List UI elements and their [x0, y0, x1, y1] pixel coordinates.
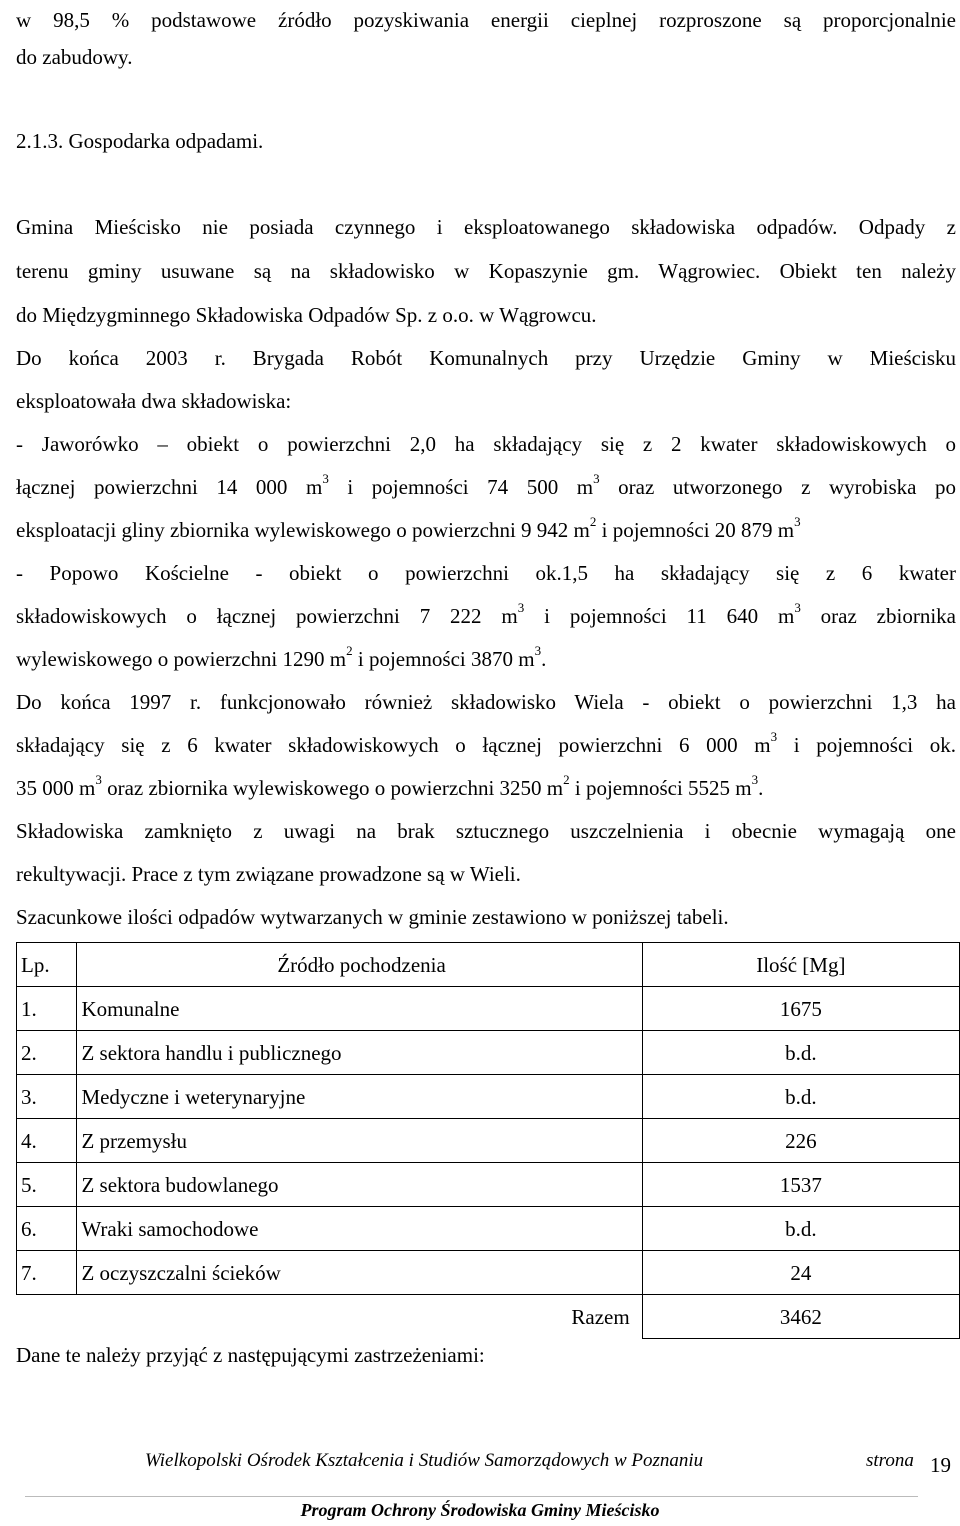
- footer-program-title: Program Ochrony Środowiska Gminy Mieścisko: [300, 1500, 660, 1520]
- table-row: [17, 1251, 960, 1295]
- header-cell-lp: Lp.: [17, 943, 77, 987]
- cell-source: Wraki samochodowe: [77, 1207, 642, 1251]
- footer-page-number: 19: [930, 1453, 951, 1477]
- paragraph-line: - Jaworówko – obiekt o powierzchni 2,0 ha składający się z 2 kwater składowiskowych o: [16, 432, 956, 456]
- cell-source: Z sektora budowlanego: [77, 1163, 642, 1207]
- paragraph-line: składowiskowych o łącznej powierzchni 7 222 $m^3$ i pojemności 11 640 $m^3$ oraz zbiornika: [16, 600, 956, 628]
- cell-source: Z przemysłu: [77, 1119, 642, 1163]
- paragraph-line: Szacunkowe ilości odpadów wytwarzanych w gminie zestawiono w poniższej tabeli.: [16, 905, 729, 929]
- cell-lp: 7.: [17, 1251, 77, 1295]
- footer-page-label: strona: [866, 1450, 914, 1471]
- paragraph-line: łącznej powierzchni 14 000 $m^3$ i pojemności 74 500 $m^3$ oraz utworzonego z wyrobiska po: [16, 471, 957, 499]
- paragraph-line: Dane te należy przyjąć z następującymi zastrzeżeniami:: [16, 1343, 485, 1367]
- paragraph-line: rekultywacji. Prace z tym związane prowadzone są w Wieli.: [16, 862, 521, 886]
- cell-source: Medyczne i weterynaryjne: [77, 1075, 642, 1119]
- cell-lp: 6.: [17, 1207, 77, 1251]
- footer-institution: Wielkopolski Ośrodek Kształcenia i Studiów Samorządowych w Poznaniu: [145, 1450, 704, 1471]
- header-cell-amount: Ilość [Mg]: [642, 943, 959, 987]
- table-row: [17, 1207, 960, 1251]
- footer-divider: [25, 1496, 918, 1497]
- cell-amount: b.d.: [642, 1207, 959, 1251]
- cell-amount: 226: [642, 1119, 959, 1163]
- paragraph-line: do zabudowy.: [16, 45, 133, 69]
- paragraph-line: 35 000 $m^3$ oraz zbiornika wylewiskowego o powierzchni 3250 $m^2$ i pojemności 5525 $m^3$.: [16, 772, 764, 800]
- total-value: 3462: [642, 1295, 959, 1339]
- paragraph-line: eksploatowała dwa składowiska:: [16, 389, 292, 413]
- table-total-row: [17, 1295, 960, 1339]
- cell-lp: 5.: [17, 1163, 77, 1207]
- paragraph-line: wylewiskowego o powierzchni 1290 $m^2$ i pojemności 3870 $m^3$.: [16, 643, 547, 671]
- cell-lp: 4.: [17, 1119, 77, 1163]
- cell-amount: b.d.: [642, 1075, 959, 1119]
- table-header-row: [17, 943, 960, 987]
- paragraph-line: - Popowo Kościelne - obiekt o powierzchni ok.1,5 ha składający się z 6 kwater: [16, 561, 956, 585]
- table-row: [17, 1075, 960, 1119]
- cell-amount: 1675: [642, 987, 959, 1031]
- paragraph-line: Do końca 2003 r. Brygada Robót Komunalnych przy Urzędzie Gminy w Mieścisku: [16, 346, 956, 370]
- header-cell-source: Źródło pochodzenia: [77, 943, 642, 987]
- cell-amount: b.d.: [642, 1031, 959, 1075]
- total-label: Razem: [77, 1295, 642, 1339]
- cell-lp: 1.: [17, 987, 77, 1031]
- table-row: [17, 1163, 960, 1207]
- cell-lp: 2.: [17, 1031, 77, 1075]
- paragraph-line: terenu gminy usuwane są na składowisko w Kopaszynie gm. Wągrowiec. Obiekt ten należy: [16, 259, 956, 283]
- waste-table: [16, 942, 960, 1339]
- cell-amount: 1537: [642, 1163, 959, 1207]
- table-row: [17, 987, 960, 1031]
- cell-lp: 3.: [17, 1075, 77, 1119]
- cell-source: Z sektora handlu i publicznego: [77, 1031, 642, 1075]
- paragraph-line: Do końca 1997 r. funkcjonowało również składowisko Wiela - obiekt o powierzchni 1,3 ha: [16, 690, 956, 714]
- section-heading: 2.1.3. Gospodarka odpadami.: [16, 129, 264, 153]
- paragraph-line: Gmina Mieścisko nie posiada czynnego i eksploatowanego składowiska odpadów. Odpady z: [16, 215, 956, 239]
- table-row: [17, 1119, 960, 1163]
- table-row: [17, 1031, 960, 1075]
- cell-source: Komunalne: [77, 987, 642, 1031]
- cell-source: Z oczyszczalni ścieków: [77, 1251, 642, 1295]
- paragraph-line: eksploatacji gliny zbiornika wylewiskowego o powierzchni 9 942 $m^2$ i pojemności 20 879 $m^3$: [16, 514, 801, 542]
- paragraph-line: składający się z 6 kwater składowiskowych o łącznej powierzchni 6 000 $m^3$ i pojemności ok.: [16, 729, 956, 757]
- paragraph-line: w 98,5 % podstawowe źródło pozyskiwania energii cieplnej rozproszone są proporcjonalnie: [16, 8, 956, 32]
- cell-amount: 24: [642, 1251, 959, 1295]
- paragraph-line: do Międzygminnego Składowiska Odpadów Sp. z o.o. w Wągrowcu.: [16, 303, 597, 327]
- paragraph-line: Składowiska zamknięto z uwagi na brak sztucznego uszczelnienia i obecnie wymagają one: [16, 819, 956, 843]
